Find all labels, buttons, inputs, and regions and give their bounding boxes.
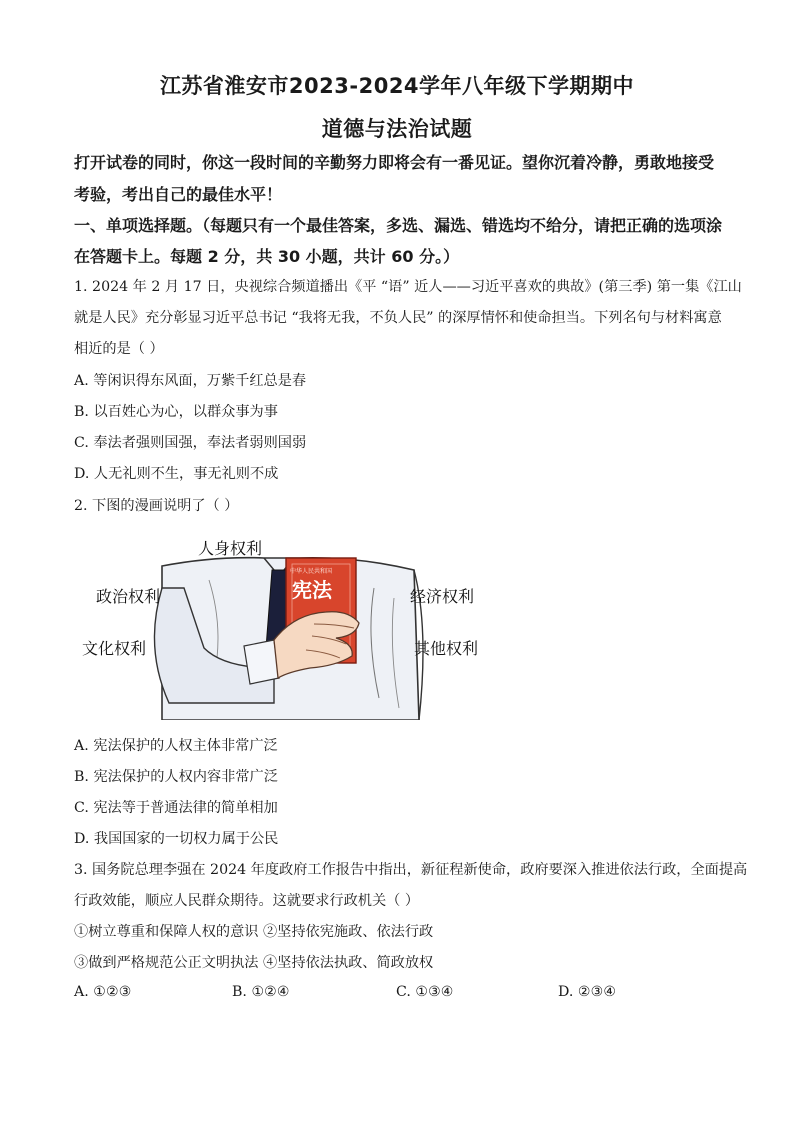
q2-option-b: B. 宪法保护的人权内容非常广泛: [74, 769, 278, 785]
q1-option-d: D. 人无礼则不生，事无礼则不成: [74, 466, 279, 482]
q3-option-d: D. ②③④: [558, 984, 617, 1000]
q1-stem-line-2: 就是人民》充分彰显习近平总书记 “我将无我，不负人民” 的深厚情怀和使命担当。下列名句与材料寓意: [74, 310, 722, 326]
section-heading-line-1: 一、单项选择题。（每题只有一个最佳答案，多选、漏选、错选均不给分，请把正确的选项涂: [74, 216, 723, 235]
q2-option-a: A. 宪法保护的人权主体非常广泛: [74, 738, 278, 754]
label-cultural-rights: 文化权利: [82, 639, 147, 658]
intro-line-2: 考验，考出自己的最佳水平！: [74, 185, 283, 204]
q2-option-c: C. 宪法等于普通法律的简单相加: [74, 800, 278, 816]
q1-stem-line-1: 1. 2024 年 2 月 17 日，央视综合频道播出《平 “语” 近人——习近平喜欢的典故》(第三季) 第一集《江山: [74, 279, 742, 295]
q1-stem-line-3: 相近的是（ ）: [74, 341, 164, 357]
q3-stem-line-1: 3. 国务院总理李强在 2024 年度政府工作报告中指出，新征程新使命，政府要深入推进依法行政，全面提高: [74, 862, 748, 878]
label-personal-rights: 人身权利: [198, 539, 263, 558]
q2-option-d: D. 我国国家的一切权力属于公民: [74, 831, 279, 847]
book-subtitle: 中华人民共和国: [290, 568, 333, 575]
q3-option-b: B. ①②④: [232, 984, 290, 1000]
q3-statements-line-2: ③做到严格规范公正文明执法 ④坚持依法执政、简政放权: [74, 955, 434, 971]
q3-option-c: C. ①③④: [396, 984, 454, 1000]
section-heading-line-2: 在答题卡上。每题 2 分，共 30 小题，共计 60 分。）: [74, 247, 460, 266]
q1-option-a: A. 等闲识得东风面，万紫千红总是春: [74, 373, 307, 389]
constitution-cartoon: [74, 528, 494, 720]
intro-line-1: 打开试卷的同时，你这一段时间的辛勤努力即将会有一番见证。望你沉着冷静，勇敢地接受: [74, 153, 715, 172]
label-economic-rights: 经济权利: [410, 587, 475, 606]
q3-stem-line-2: 行政效能，顺应人民群众期待。这就要求行政机关（ ）: [74, 893, 420, 909]
label-other-rights: 其他权利: [414, 639, 479, 658]
exam-title: 江苏省淮安市2023-2024学年八年级下学期期中: [159, 74, 635, 98]
cartoon-illustration: [74, 528, 494, 720]
q2-stem-line-1: 2. 下图的漫画说明了（ ）: [74, 498, 239, 514]
q3-statements-line-1: ①树立尊重和保障人权的意识 ②坚持依宪施政、依法行政: [74, 924, 434, 940]
q3-option-a: A. ①②③: [74, 984, 132, 1000]
q1-option-c: C. 奉法者强则国强，奉法者弱则国弱: [74, 435, 307, 451]
label-political-rights: 政治权利: [96, 587, 161, 606]
q1-option-b: B. 以百姓心为心，以群众事为事: [74, 404, 278, 420]
book-title: 宪法: [292, 578, 332, 602]
exam-subtitle: 道德与法治试题: [321, 117, 473, 141]
